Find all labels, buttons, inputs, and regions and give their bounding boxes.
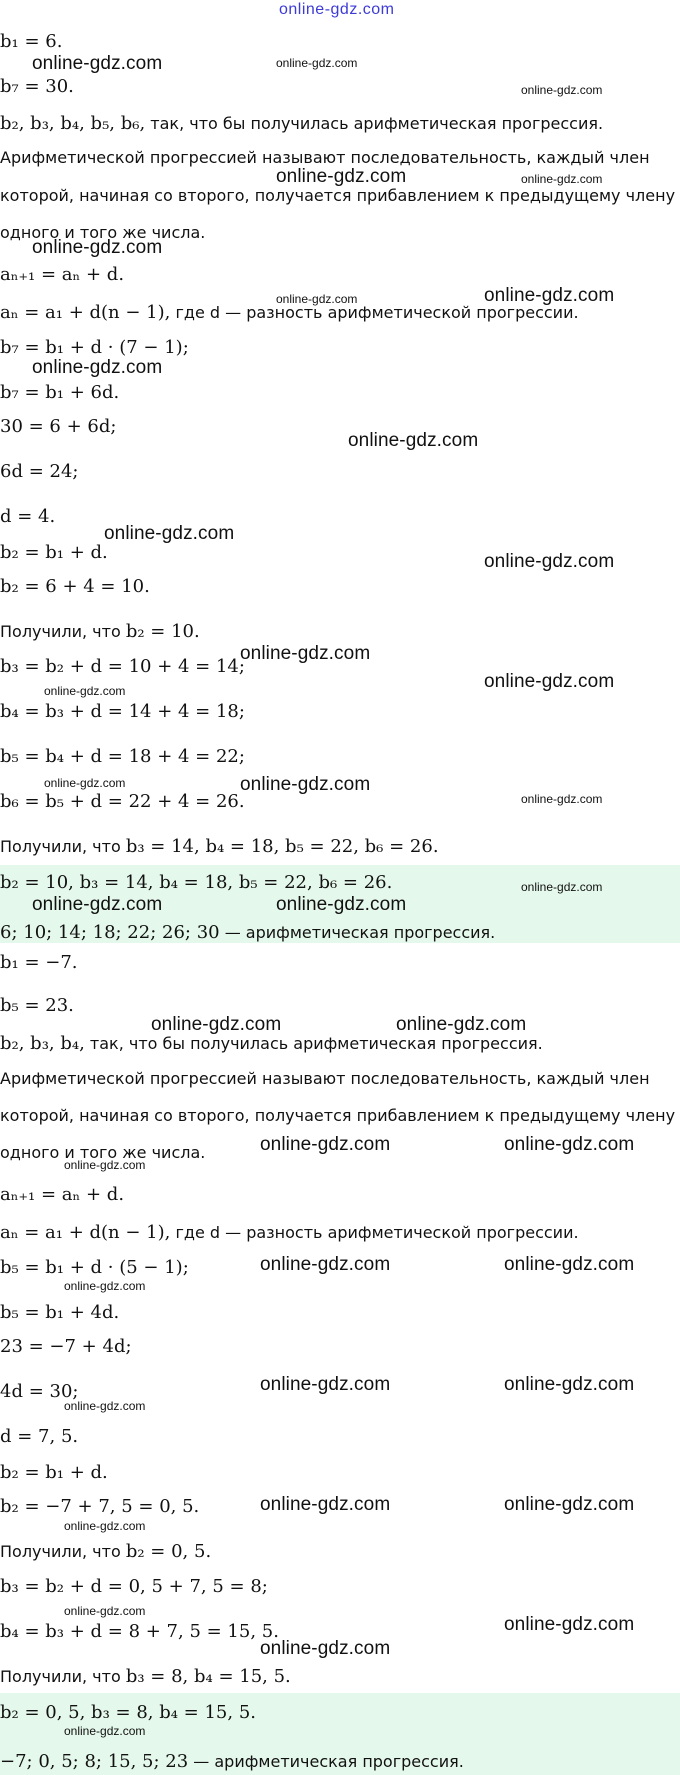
step-1-part2: b₅ = b₁ + d · (5 − 1); xyxy=(0,1257,189,1278)
watermark: online-gdz.com xyxy=(32,53,163,74)
watermark: online-gdz.com xyxy=(260,1254,391,1275)
terms-text: так, что бы получилась арифметическая прогрессия. xyxy=(150,114,604,133)
got-all-line-part2 xyxy=(0,1666,291,1688)
watermark: online-gdz.com xyxy=(521,792,603,806)
got-b2-text: Получили, что xyxy=(0,622,121,641)
watermark: online-gdz.com xyxy=(484,671,615,692)
watermark: online-gdz.com xyxy=(276,894,407,915)
answer-line-1-part2: b₂ = 0, 5, b₃ = 8, b₄ = 15, 5. xyxy=(0,1702,256,1723)
watermark: online-gdz.com xyxy=(104,523,235,544)
watermark: online-gdz.com xyxy=(276,292,358,306)
watermark: online-gdz.com xyxy=(521,83,603,97)
got-b2-math-part2: b₂ = 0, 5. xyxy=(125,1541,212,1562)
watermark: online-gdz.com xyxy=(260,1374,391,1395)
step-5: d = 4. xyxy=(0,506,56,527)
watermark: online-gdz.com xyxy=(32,357,163,378)
watermark: online-gdz.com xyxy=(504,1614,635,1635)
watermark: online-gdz.com xyxy=(484,285,615,306)
step-2: b₇ = b₁ + 6d. xyxy=(0,382,120,403)
terms-prefix-part2: b₂, b₃, b₄, xyxy=(0,1033,85,1054)
watermark: online-gdz.com xyxy=(64,1724,146,1738)
watermark: online-gdz.com xyxy=(64,1279,146,1293)
answer-sequence: 6; 10; 14; 18; 22; 26; 30 xyxy=(0,922,220,943)
given-b1: b₁ = 6. xyxy=(0,31,63,52)
given-b5-part2: b₅ = 23. xyxy=(0,995,74,1016)
answer-line-2-part2 xyxy=(0,1751,464,1773)
got-b2-line-part2 xyxy=(0,1541,211,1563)
watermark: online-gdz.com xyxy=(396,1014,527,1035)
got-all-text-part2: Получили, что xyxy=(0,1667,121,1686)
formula-general-line-part2 xyxy=(0,1222,579,1244)
watermark: online-gdz.com xyxy=(240,643,371,664)
watermark: online-gdz.com xyxy=(44,684,126,698)
answer-line-2 xyxy=(0,922,495,944)
calc-b3: b₃ = b₂ + d = 10 + 4 = 14; xyxy=(0,656,245,677)
watermark: online-gdz.com xyxy=(151,1014,282,1035)
watermark: online-gdz.com xyxy=(44,776,126,790)
formula-general-text: где d — разность арифметической прогрессии. xyxy=(175,303,579,322)
terms-line-part2 xyxy=(0,1033,543,1055)
definition-line-3-part2: одного и того же числа. xyxy=(0,1143,206,1162)
watermark: online-gdz.com xyxy=(276,166,407,187)
got-b2-text-part2: Получили, что xyxy=(0,1542,121,1561)
terms-line xyxy=(0,113,603,135)
got-all-math: b₃ = 14, b₄ = 18, b₅ = 22, b₆ = 26. xyxy=(125,836,439,857)
step-1: b₇ = b₁ + d · (7 − 1); xyxy=(0,337,189,358)
answer-line-1: b₂ = 10, b₃ = 14, b₄ = 18, b₅ = 22, b₆ = 26. xyxy=(0,872,393,893)
definition-line-1-part2: Арифметической прогрессией называют последовательность, каждый член xyxy=(0,1069,650,1088)
watermark: online-gdz.com xyxy=(260,1134,391,1155)
header-watermark: online-gdz.com xyxy=(279,1,395,18)
definition-line-2: которой, начиная со второго, получается прибавлением к предыдущему члену xyxy=(0,186,676,205)
watermark: online-gdz.com xyxy=(260,1494,391,1515)
answer-sequence-part2: −7; 0, 5; 8; 15, 5; 23 xyxy=(0,1751,189,1772)
definition-line-2-part2: которой, начиная со второго, получается прибавлением к предыдущему члену xyxy=(0,1106,676,1125)
watermark: online-gdz.com xyxy=(32,237,163,258)
calc-b5: b₅ = b₄ + d = 18 + 4 = 22; xyxy=(0,746,245,767)
watermark: online-gdz.com xyxy=(521,172,603,186)
formula-recursive-part2: aₙ₊₁ = aₙ + d. xyxy=(0,1184,125,1205)
watermark: online-gdz.com xyxy=(504,1374,635,1395)
watermark: online-gdz.com xyxy=(276,56,358,70)
watermark: online-gdz.com xyxy=(521,880,603,894)
step-5-part2: d = 7, 5. xyxy=(0,1426,79,1447)
step-4: 6d = 24; xyxy=(0,461,79,482)
watermark: online-gdz.com xyxy=(484,551,615,572)
watermark: online-gdz.com xyxy=(504,1254,635,1275)
formula-general-part2: aₙ = a₁ + d(n − 1), xyxy=(0,1222,171,1243)
step-7: b₂ = 6 + 4 = 10. xyxy=(0,576,150,597)
watermark: online-gdz.com xyxy=(64,1604,146,1618)
calc-b4-part2: b₄ = b₃ + d = 8 + 7, 5 = 15, 5. xyxy=(0,1621,279,1642)
step-2-part2: b₅ = b₁ + 4d. xyxy=(0,1302,120,1323)
calc-b6: b₆ = b₅ + d = 22 + 4 = 26. xyxy=(0,791,245,812)
step-3-part2: 23 = −7 + 4d; xyxy=(0,1336,132,1357)
formula-recursive: aₙ₊₁ = aₙ + d. xyxy=(0,264,125,285)
watermark: online-gdz.com xyxy=(64,1519,146,1533)
step-6: b₂ = b₁ + d. xyxy=(0,542,108,563)
definition-line-1: Арифметической прогрессией называют последовательность, каждый член xyxy=(0,148,650,167)
given-b1-part2: b₁ = −7. xyxy=(0,952,78,973)
terms-text-part2: так, что бы получилась арифметическая прогрессия. xyxy=(89,1034,543,1053)
given-b7: b₇ = 30. xyxy=(0,76,74,97)
step-3: 30 = 6 + 6d; xyxy=(0,416,117,437)
step-7-part2: b₂ = −7 + 7, 5 = 0, 5. xyxy=(0,1496,200,1517)
got-all-text: Получили, что xyxy=(0,837,121,856)
watermark: online-gdz.com xyxy=(260,1638,391,1659)
watermark: online-gdz.com xyxy=(32,894,163,915)
terms-prefix: b₂, b₃, b₄, b₅, b₆, xyxy=(0,113,146,134)
answer-sequence-text-part2: — арифметическая прогрессия. xyxy=(193,1752,464,1771)
watermark: online-gdz.com xyxy=(64,1399,146,1413)
formula-general-text-part2: где d — разность арифметической прогрессии. xyxy=(175,1223,579,1242)
definition-line-3: одного и того же числа. xyxy=(0,223,206,242)
calc-b4: b₄ = b₃ + d = 14 + 4 = 18; xyxy=(0,701,245,722)
answer-sequence-text: — арифметическая прогрессия. xyxy=(224,923,496,942)
watermark: online-gdz.com xyxy=(504,1494,635,1515)
got-all-math-part2: b₃ = 8, b₄ = 15, 5. xyxy=(125,1666,291,1687)
watermark: online-gdz.com xyxy=(240,774,371,795)
got-b2-line xyxy=(0,621,200,643)
watermark: online-gdz.com xyxy=(64,1158,146,1172)
got-all-line xyxy=(0,836,439,858)
watermark: online-gdz.com xyxy=(348,430,479,451)
step-4-part2: 4d = 30; xyxy=(0,1381,79,1402)
calc-b3-part2: b₃ = b₂ + d = 0, 5 + 7, 5 = 8; xyxy=(0,1576,268,1597)
formula-general: aₙ = a₁ + d(n − 1), xyxy=(0,302,171,323)
step-6-part2: b₂ = b₁ + d. xyxy=(0,1462,108,1483)
watermark: online-gdz.com xyxy=(504,1134,635,1155)
got-b2-math: b₂ = 10. xyxy=(125,621,200,642)
